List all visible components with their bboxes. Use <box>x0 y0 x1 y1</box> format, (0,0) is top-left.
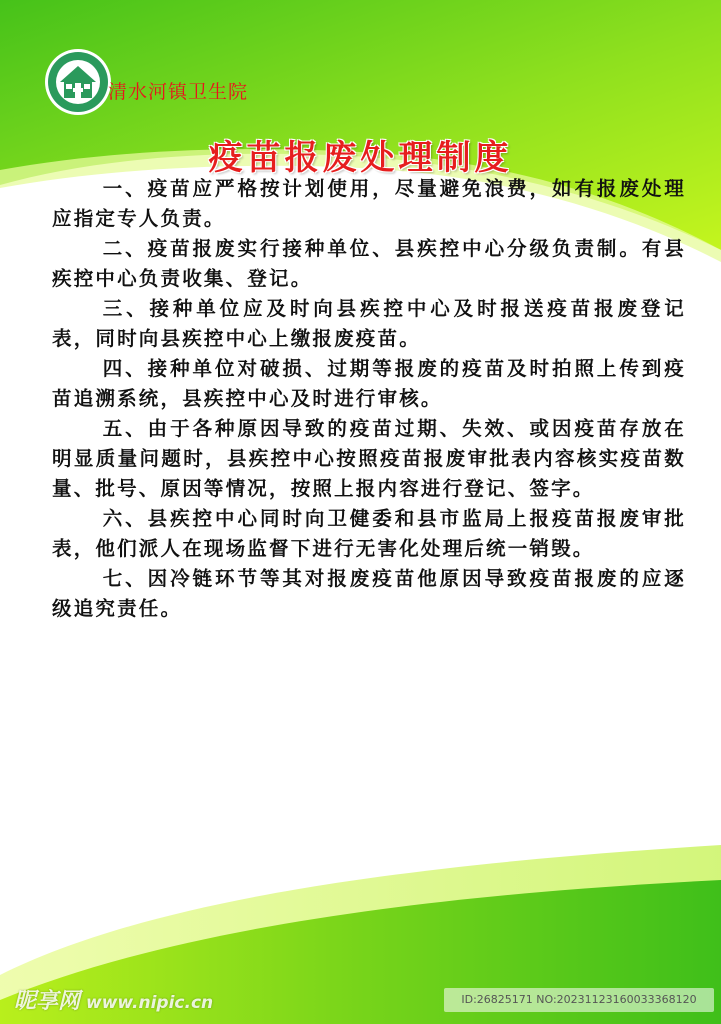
watermark-brand <box>14 984 213 1015</box>
watermark-brand-text: 昵享网 <box>14 989 81 1014</box>
regulation-paragraph: 一、疫苗应严格按计划使用，尽量避免浪费，如有报废处理应指定专人负责。 <box>52 177 686 230</box>
regulation-paragraph: 七、因冷链环节等其对报废疫苗他原因导致疫苗报废的应逐级追究责任。 <box>52 567 686 620</box>
regulation-paragraph: 五、由于各种原因导致的疫苗过期、失效、或因疫苗存放在明显质量问题时，县疾控中心按照疫苗报废审批表内容核实疫苗数量、批号、原因等情况，按照上报内容进行登记、签字。 <box>52 417 686 500</box>
regulation-paragraph: 四、接种单位对破损、过期等报废的疫苗及时拍照上传到疫苗追溯系统，县疾控中心及时进行审核。 <box>52 357 686 410</box>
hospital-logo-icon <box>44 48 112 116</box>
watermark-url: www.nipic.cn <box>86 993 214 1013</box>
regulation-paragraph: 二、疫苗报废实行接种单位、县疾控中心分级负责制。有县疾控中心负责收集、登记。 <box>52 237 686 290</box>
regulation-paragraph: 三、接种单位应及时向县疾控中心及时报送疫苗报废登记表，同时向县疾控中心上缴报废疫苗。 <box>52 297 686 350</box>
watermark-id: ID:26825171 NO:20231123160033368120 <box>444 988 714 1012</box>
hospital-name: 清水河镇卫生院 <box>108 81 249 103</box>
regulation-body <box>52 174 686 624</box>
page-title: 疫苗报废处理制度 <box>208 138 513 178</box>
regulation-paragraph: 六、县疾控中心同时向卫健委和县市监局上报疫苗报废审批表，他们派人在现场监督下进行无害化处理后统一销毁。 <box>52 507 686 560</box>
